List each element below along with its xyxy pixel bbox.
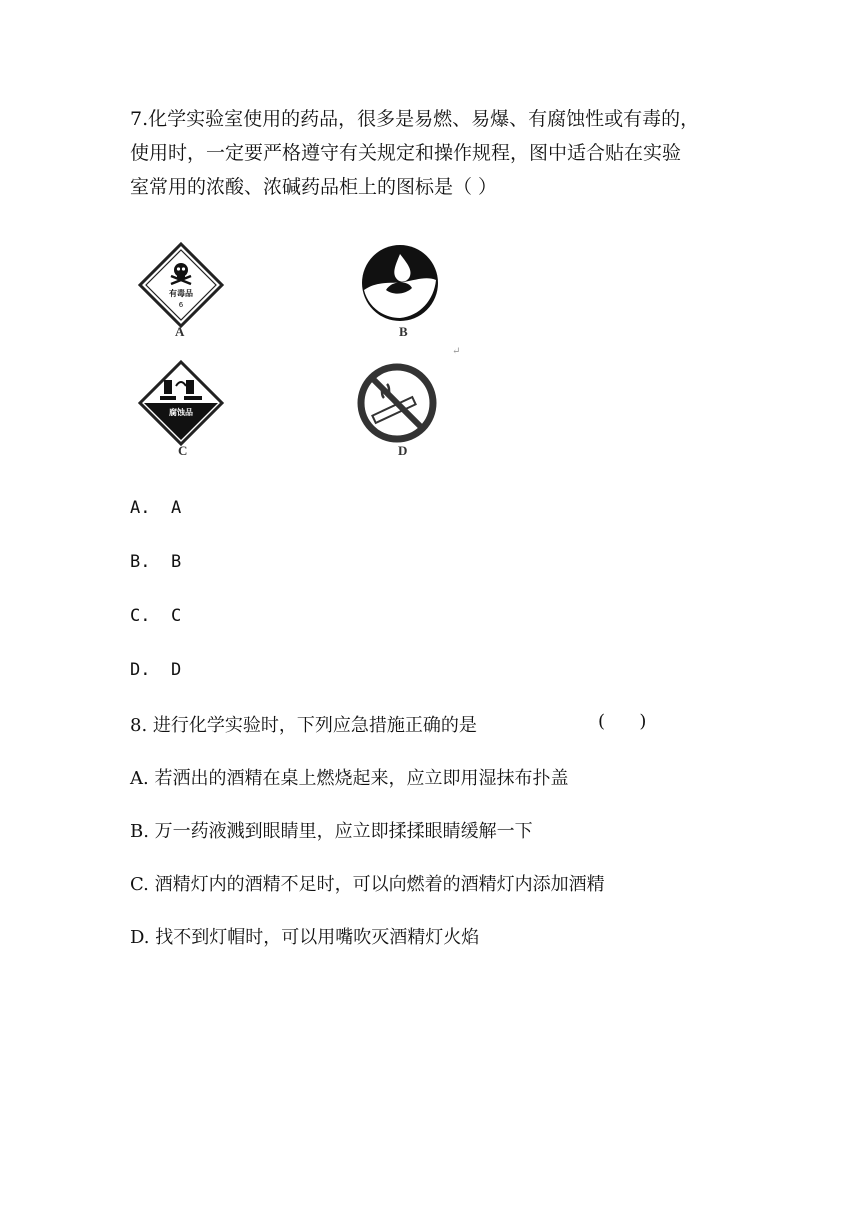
sign-b-letter: B: [399, 324, 408, 339]
question-8-option-c: C. 酒精灯内的酒精不足时，可以向燃着的酒精灯内添加酒精: [130, 874, 605, 895]
scan-mark: ↵: [452, 346, 461, 357]
sign-d-letter: D: [398, 443, 408, 458]
answer-blank: ( ): [598, 711, 647, 732]
question-7-stem: [130, 102, 730, 204]
question-7-option-b: B. B: [130, 552, 182, 572]
question-8-option-b: B. 万一药液溅到眼睛里，应立即揉揉眼睛缓解一下: [130, 821, 533, 842]
sign-a-label: 有毒品: [169, 289, 193, 298]
sign-a-letter: A: [175, 324, 185, 339]
sign-c-letter: C: [178, 443, 188, 458]
question-7-line: 使用时，一定要严格遵守有关规定和操作规程，图中适合贴在实验: [130, 142, 682, 164]
question-8-option-d: D. 找不到灯帽时，可以用嘴吹灭酒精灯火焰: [130, 927, 480, 948]
sign-c-label: 腐蚀品: [169, 408, 193, 417]
no-smoking-icon: [354, 360, 444, 450]
sign-a-number: 6: [178, 301, 184, 309]
water-drop-icon: [356, 240, 446, 330]
question-7-line: 7.化学实验室使用的药品，很多是易燃、易爆、有腐蚀性或有毒的，: [130, 108, 700, 130]
question-8-stem: 8. 进行化学实验时，下列应急措施正确的是: [130, 715, 477, 736]
toxic-hazard-icon: [136, 240, 226, 330]
corrosive-hazard-icon: [136, 358, 226, 448]
question-7-option-a: A. A: [130, 498, 182, 518]
question-7-option-d: D. D: [130, 660, 182, 680]
question-7-line: 室常用的浓酸、浓碱药品柜上的图标是（ ）: [130, 176, 498, 198]
question-8-option-a: A. 若洒出的酒精在桌上燃烧起来，应立即用湿抹布扑盖: [130, 768, 569, 789]
question-7-option-c: C. C: [130, 606, 182, 626]
